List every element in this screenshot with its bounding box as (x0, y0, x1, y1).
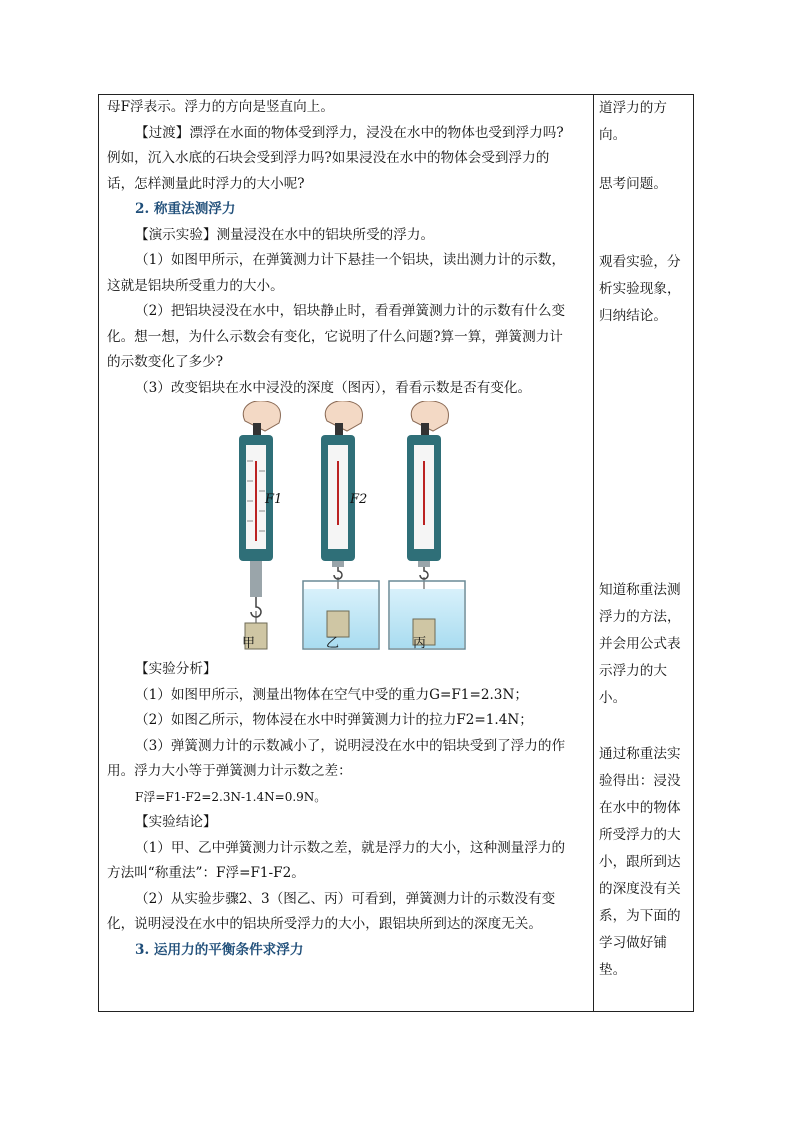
spring-scale-c (389, 401, 465, 649)
text-line: （2）从实验步骤2、3（图乙、丙）可看到，弹簧测力计的示数没有变 (135, 890, 556, 907)
section-heading: 3. 运用力的平衡条件求浮力 (135, 941, 304, 958)
text-line: 化。想一想，为什么示数会有变化，它说明了什么问题?算一算，弹簧测力计 (107, 328, 563, 345)
formula-line: F浮=F1-F2=2.3N-1.4N=0.9N。 (135, 789, 327, 804)
text-line: 【实验分析】 (135, 661, 217, 677)
side-text: 道浮力的方 (599, 100, 667, 116)
text-line: （3）改变铝块在水中浸没的深度（图丙），看看示数是否有变化。 (135, 379, 532, 396)
side-text: 观看实验，分 (599, 254, 681, 270)
spring-scale-a (239, 401, 283, 649)
force-label-f2: F2 (350, 492, 368, 507)
text-line: 母F浮表示。浮力的方向是竖直向上。 (107, 99, 334, 115)
text-line: 用。浮力大小等于弹簧测力计示数之差： (107, 763, 352, 779)
side-text: 小，跟所到达 (599, 854, 681, 870)
side-text: 知道称重法测 (599, 582, 681, 598)
lesson-table (98, 94, 694, 1012)
side-text: 学习做好铺 (599, 935, 667, 951)
text-line: （3）弹簧测力计的示数减小了，说明浸没在水中的铝块受到了浮力的作 (135, 737, 566, 754)
side-text: 归纳结论。 (599, 308, 667, 324)
main-column (107, 95, 587, 963)
side-note-4 (599, 577, 691, 712)
side-text: 析实验现象， (599, 281, 681, 297)
text-line: 的示数变化了多少? (107, 354, 224, 370)
text-line: （1）如图甲所示，在弹簧测力计下悬挂一个铝块，读出测力计的示数， (135, 252, 566, 268)
figure-label-b: 乙 (326, 636, 340, 651)
experiment-figure (107, 401, 587, 657)
side-text: 并会用公式表 (599, 636, 681, 652)
text-line: （1）甲、乙中弹簧测力计示数之差，就是浮力的大小，这种测量浮力的 (135, 839, 566, 856)
figure-label-c: 丙 (413, 636, 427, 651)
text-line: 方法叫“称重法”：F浮=F1-F2。 (107, 865, 305, 881)
side-text: 系，为下面的 (599, 908, 681, 924)
spring-scale-illustration (107, 401, 587, 657)
text-line: 例如，沉入水底的石块会受到浮力吗?如果浸没在水中的物体会受到浮力的 (107, 150, 550, 166)
force-label-f1: F1 (265, 492, 283, 507)
text-line: （1）如图甲所示，测量出物体在空气中受的重力G=F1=2.3N； (135, 686, 528, 703)
side-text: 验得出：浸没 (599, 773, 681, 789)
text-line: （2）如图乙所示，物体浸在水中时弹簧测力计的拉力F2=1.4N； (135, 712, 533, 728)
text-line: 【过渡】漂浮在水面的物体受到浮力，浸没在水中的物体也受到浮力吗? (135, 124, 564, 141)
text-line: 话，怎样测量此时浮力的大小呢? (107, 175, 305, 192)
side-text: 示浮力的大 (599, 663, 667, 679)
side-note-2 (599, 171, 691, 198)
side-text: 思考问题。 (599, 176, 667, 192)
text-line: 【演示实验】测量浸没在水中的铝块所受的浮力。 (135, 226, 435, 243)
side-text: 的深度没有关 (599, 881, 681, 897)
column-divider (593, 95, 594, 1011)
side-text: 浮力的方法， (599, 609, 681, 625)
side-text: 在水中的物体 (599, 800, 681, 816)
spring-scale-b (303, 401, 379, 649)
side-note-1 (599, 95, 691, 149)
side-text: 所受浮力的大 (599, 827, 681, 843)
side-text: 向。 (599, 127, 627, 143)
text-line: （2）把铝块浸没在水中，铝块静止时，看看弹簧测力计的示数有什么变 (135, 303, 566, 319)
side-note-5 (599, 741, 691, 984)
figure-label-a: 甲 (242, 636, 256, 651)
text-line: 化，说明浸没在水中的铝块所受浮力的大小，跟铝块所到达的深度无关。 (107, 916, 542, 932)
side-text: 小。 (599, 690, 627, 706)
side-note-3 (599, 249, 691, 330)
side-text: 通过称重法实 (599, 746, 681, 762)
text-line: 这就是铝块所受重力的大小。 (107, 277, 284, 294)
section-heading: 2. 称重法测浮力 (135, 201, 236, 217)
text-line: 【实验结论】 (135, 814, 217, 830)
side-text: 垫。 (599, 962, 627, 978)
